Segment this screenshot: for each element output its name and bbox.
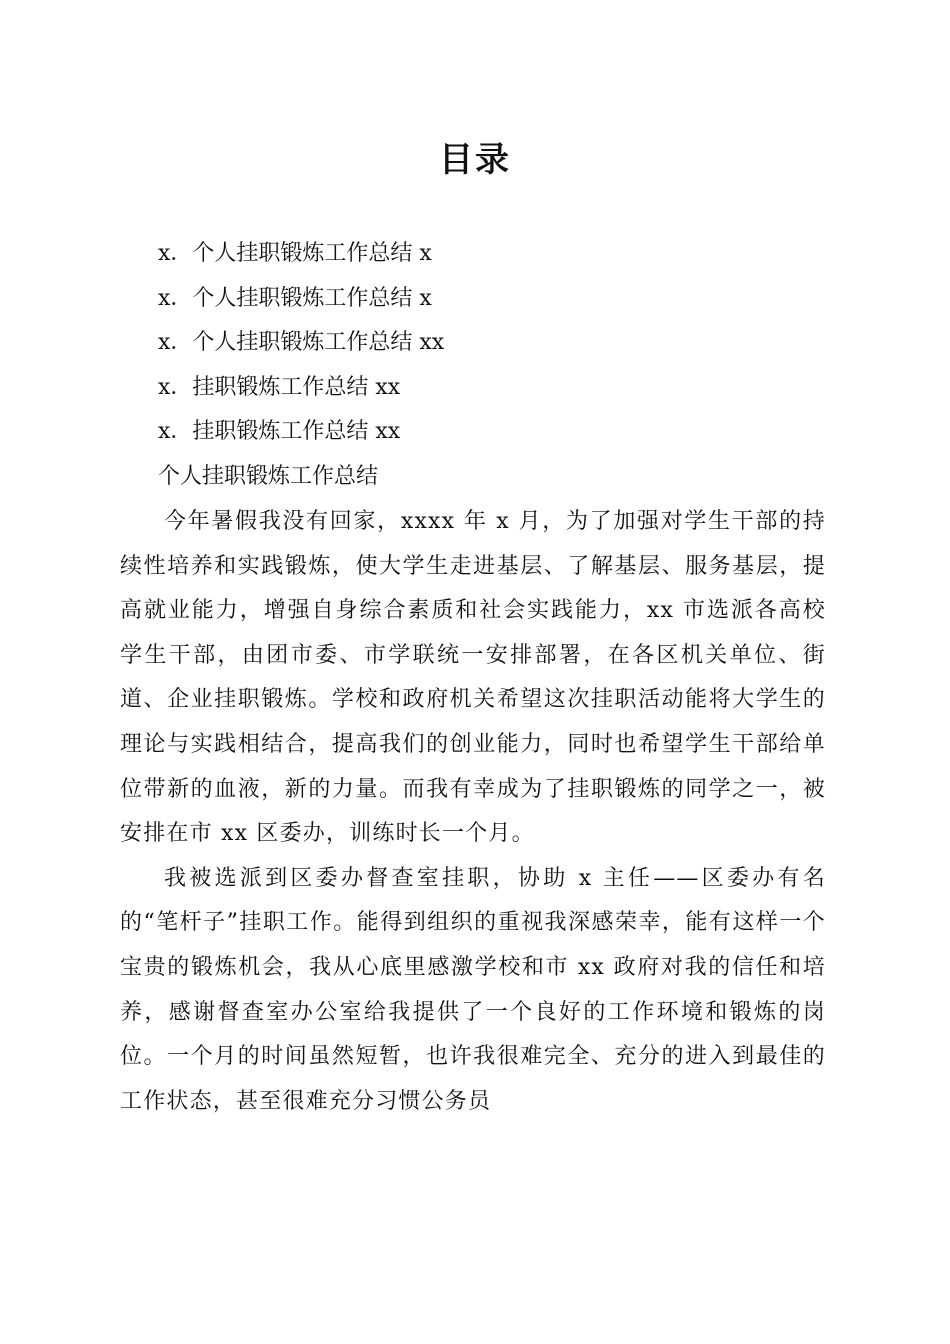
toc-item: x．挂职锻炼工作总结 xx xyxy=(158,374,401,400)
table-of-contents xyxy=(158,232,444,455)
body-paragraph: 我被选派到区委办督查室挂职，协助 x 主任——区委办有名的“笔杆子”挂职工作。能得到组织的重视我深感荣幸，能有这样一个宝贵的锻炼机会，我从心底里感激学校和市 xx 政府对我的信任和培养，感谢督查室办公室给我提供了一个良好的工作环境和锻炼的岗位。一个月的时间虽然短暂，也许我很难完全、充分的进入到最佳的工作状态，甚至很难充分习惯公务员 xyxy=(120,865,826,1114)
toc-item: x．个人挂职锻炼工作总结 xx xyxy=(158,330,445,356)
body-paragraph: 今年暑假我没有回家，xxxx 年 x 月，为了加强对学生干部的持续性培养和实践锻炼，使大学生走进基层、了解基层、服务基层，提高就业能力，增强自身综合素质和社会实践能力，xx 市选派各高校学生干部，由团市委、市学联统一安排部署，在各区机关单位、街道、企业挂职锻炼。学校和政府机关希望这次挂职活动能将大学生的理论与实践相结合，提高我们的创业能力，同时也希望学生干部给单位带新的血液，新的力量。而我有幸成为了挂职锻炼的同学之一，被安排在市 xx 区委办，训练时长一个月。 xyxy=(120,509,826,847)
toc-item: x．挂职锻炼工作总结 xx xyxy=(158,419,401,445)
toc-item: x．个人挂职锻炼工作总结 x xyxy=(158,241,432,266)
page-title: 目录 xyxy=(439,140,511,180)
document-body xyxy=(120,458,826,1124)
section-title: 个人挂职锻炼工作总结 xyxy=(158,464,379,489)
toc-item: x．个人挂职锻炼工作总结 x xyxy=(158,285,432,311)
